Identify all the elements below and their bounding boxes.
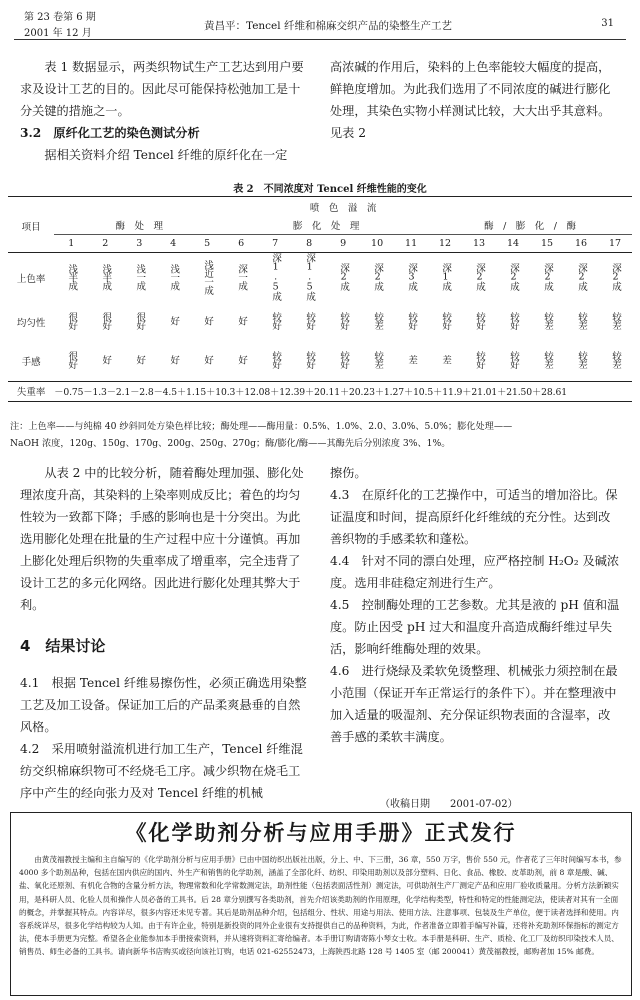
table-cell xyxy=(292,303,326,341)
table-cell xyxy=(428,341,462,381)
col-number: 13 xyxy=(462,235,496,253)
paragraph-4-4: 4.4 针对不同的漂白处理，应严格控制 H₂O₂ 及碱浓度。选用非硅稳定剂进行生产。 xyxy=(330,554,620,590)
table-cell xyxy=(258,253,292,304)
table-cell xyxy=(530,303,564,341)
article-running-title: 黄昌平：Tencel 纤维和棉麻交织产品的染整生产工艺 xyxy=(204,20,452,32)
paragraph: 高浓碱的作用后，染料的上色率能较大幅度的提高，鲜艳度增加。为此我们选用了不同浓度的碱进行膨化处理，其染色实物小样测试比较，大大出乎其意料。见表 2 xyxy=(330,60,611,140)
table-cell xyxy=(496,303,530,341)
paragraph-4-3: 4.3 在原纤化的工艺操作中，可适当的增加浴比。保证温度和时间，提高原纤化纤维绒的充分性。达到改善织物的手感柔软和蓬松。 xyxy=(330,488,618,546)
cell-text: 好 xyxy=(202,355,214,364)
paragraph-4-2: 4.2 采用喷射溢流机进行加工生产，Tencel 纤维混纺交织棉麻织物可不经烧毛工序。减少织物在烧毛工序中产生的经向张力及对 Tencel 纤维的机械 xyxy=(20,742,303,800)
col-number: 15 xyxy=(530,235,564,253)
table-cell xyxy=(258,341,292,381)
table-cell xyxy=(54,341,88,381)
paragraph: 据相关资料介绍 Tencel 纤维的原纤化在一定 xyxy=(44,148,288,162)
cell-text: 深1成 xyxy=(440,263,452,290)
table-cell xyxy=(428,303,462,341)
cell-text: 深3成 xyxy=(406,263,418,290)
cell-text: 较差 xyxy=(576,350,587,368)
cell-text: 好 xyxy=(202,316,214,325)
cell-text: 好 xyxy=(168,316,180,325)
right-column-mid xyxy=(330,462,620,748)
paragraph: 表 1 数据显示，两类织物试生产工艺达到用户要求及设计工艺的目的。因此尽可能保持松弛加工是十分关键的措施之一。 xyxy=(20,60,304,118)
cell-text: 很好 xyxy=(100,312,112,329)
col-number: 12 xyxy=(428,235,462,253)
table-cell xyxy=(598,303,632,341)
table-cell xyxy=(326,303,360,341)
table-cell xyxy=(462,341,496,381)
section-heading-3-2: 3.2 原纤化工艺的染色测试分析 xyxy=(20,126,200,140)
paragraph-4-6: 4.6 进行烧绿及柔软免烫整理、机械张力须控制在最小范围（保证开车正常运行的条件下）。并在整理液中加入适量的吸湿剂、充分保证织物表面的含湿率，改善手感的柔软丰满度。 xyxy=(330,664,618,744)
cell-text: 深2成 xyxy=(372,263,384,290)
cell-text: 较好 xyxy=(440,312,452,329)
col-number: 8 xyxy=(292,235,326,253)
cell-text: 浅半成 xyxy=(66,263,78,290)
table-cell xyxy=(156,253,190,304)
table-cell xyxy=(360,253,394,304)
col-number: 9 xyxy=(326,235,360,253)
paragraph-4-5: 4.5 控制酶处理的工艺参数。尤其是液的 pH 值和温度。防止因受 pH 过大和温度升高造成酶纤维过早失活，影响纤维酶处理的效果。 xyxy=(330,598,620,656)
cell-text: 很好 xyxy=(66,312,78,329)
cell-text: 深2成 xyxy=(576,263,587,290)
table-cell xyxy=(190,253,224,304)
table-cell xyxy=(428,253,462,304)
cell-text: 浅一成 xyxy=(168,263,180,290)
table-cell xyxy=(88,253,122,304)
left-column-bottom xyxy=(20,672,310,804)
cell-text: 差 xyxy=(440,355,452,364)
col-number: 16 xyxy=(564,235,598,253)
loss-label: 失重率 xyxy=(8,381,54,401)
table-cell xyxy=(54,303,88,341)
table-note xyxy=(10,418,630,452)
section-heading-4: 4 结果讨论 xyxy=(20,637,106,655)
table-cell xyxy=(530,253,564,304)
table-cell xyxy=(88,303,122,341)
col-number: 2 xyxy=(88,235,122,253)
note-line: 注：上色率——与纯棉 40 纱斜同处方染色样比较；酶处理——酶用量：0.5%、1.0%、2.0、3.0%、5.0%；膨化处理—— xyxy=(10,421,513,432)
cell-text: 较差 xyxy=(610,312,621,329)
ad-title: 《化学助剂分析与应用手册》正式发行 xyxy=(125,821,517,845)
cell-text: 浅近一成 xyxy=(202,259,214,294)
table-cell xyxy=(292,341,326,381)
table-cell xyxy=(462,303,496,341)
paragraph: 从表 2 中的比较分析，随着酶处理加强、膨化处理浓度升高，其染料的上染率则成反比；着色的均匀性较为一致都下降；手感的影响也是十分突出。为此选用膨化处理在批量的生产过程中应十分谨慎。再加上膨化处理后织物的失重率成了增重率，完全违背了设计工艺的多元化网络。因此进行膨化处理其弊大于利。 xyxy=(20,466,304,612)
data-table xyxy=(8,196,632,402)
note-line: NaOH 浓度，120g、150g、170g、200g、250g、270g；酶/膨化/酶——其酶先后分别浓度 3%、1%。 xyxy=(10,438,451,449)
cell-text: 较好 xyxy=(508,312,520,329)
num-row-blank xyxy=(8,235,54,253)
table-cell xyxy=(122,253,156,304)
cell-text: 较好 xyxy=(304,350,316,368)
table-cell xyxy=(292,253,326,304)
cell-text: 深2成 xyxy=(508,263,520,290)
advertisement-box xyxy=(10,812,632,996)
ad-body: 由黄茂福教授主编和主自编写的《化学助剂分析与应用手册》已由中国纺织出版社出版，分上、中、下三册，36 章，550 万字，售价 550 元，作者花了三年时间编写本书，参 4000 多个助剂品种，包括在国内供应的国内、外生产和销售的化学助剂，涵盖了全部化纤、纺织、印染用助剂以及部分塑料、日化、食品、橡胶、皮革助剂，前 8 章是酸、碱、盐、氧化还原剂、有机化合物的含量分析方法，物理常数和化学常数测定法，助剂性能（包括表面活性剂）测定法，可供助剂生产厂测定产品和应用厂验收质量用。分析方法新颖实用，是科研人员、化验人员和操作人员必备的工具书。后 28 章分别撰写各类助剂，首先介绍该类助剂的作用原理，化学结构类型，特性和特定的性能测定法，使读者对其有一全面的概念，并掌握其特点。内容详尽，很多内容还未见专著。其后是助剂品种介绍，包括组分、性状、用途与用法、使用方法、注意事项、包装及生产单位，便于读者选择和使用。内容系统详尽，很多化学结构较为人知。由于有许企业，特别是新投资的同外企业很有支持提供自己的品种资料，为此，作者准备立即着手编写补篇，还将补充助剂环保指标的测定方法，使本手册更为完整。希望各企业能参加本手册接索资料，并从速将资料汇寄给编者。本手册订购请寄陈小琴女士收。本手册是科研、生产、质检、化工厂及纺织印染技术人员、销售员、师生必备的工具书。请向新华书店购买或径向该社订购，电话 021-62552473，上海陕西北路 128 号 1405 室（邮 200041）黄茂福教授，邮购者加 15% 邮费。 xyxy=(19,855,622,957)
cell-text: 较差 xyxy=(542,350,554,368)
cell-text: 深1.5成 xyxy=(304,253,316,300)
loss-values: －0.75－1.3－2.1－2.8－4.5＋1.15＋10.3＋12.08＋12.39＋20.11＋20.23＋1.27＋10.5＋11.9＋21.01＋21.50＋28.61 xyxy=(54,381,632,401)
table-cell xyxy=(326,341,360,381)
col-number: 5 xyxy=(190,235,224,253)
table-cell xyxy=(224,253,258,304)
cell-text: 较差 xyxy=(610,350,621,368)
col-number: 7 xyxy=(258,235,292,253)
right-column-top xyxy=(330,56,620,144)
table-cell xyxy=(156,303,190,341)
group-header: 膨 化 处 理 xyxy=(224,217,428,235)
table-cell xyxy=(54,253,88,304)
col-number: 10 xyxy=(360,235,394,253)
cell-text: 深1.5成 xyxy=(270,253,282,300)
table-cell xyxy=(190,341,224,381)
col-number: 4 xyxy=(156,235,190,253)
cell-text: 较差 xyxy=(372,350,384,368)
table-cell xyxy=(564,303,598,341)
page-number: 31 xyxy=(601,18,614,29)
cell-text: 好 xyxy=(236,355,248,364)
cell-text: 较好 xyxy=(474,312,486,329)
col-number: 14 xyxy=(496,235,530,253)
table-cell xyxy=(360,303,394,341)
table-cell xyxy=(598,253,632,304)
cell-text: 浅半成 xyxy=(100,263,112,290)
table-cell xyxy=(360,341,394,381)
table-cell xyxy=(564,253,598,304)
table-cell xyxy=(224,341,258,381)
cell-text: 深2成 xyxy=(338,263,350,290)
cell-text: 较差 xyxy=(542,312,554,329)
cell-text: 浅一成 xyxy=(134,263,146,290)
cell-text: 较好 xyxy=(338,350,350,368)
row-label: 均匀性 xyxy=(16,318,46,329)
table-cell xyxy=(394,303,428,341)
cell-text: 较好 xyxy=(474,350,486,368)
table-cell xyxy=(190,303,224,341)
journal-date: 2001 年 12 月 xyxy=(24,28,92,39)
table-corner xyxy=(8,197,54,217)
table-cell xyxy=(496,253,530,304)
col-number: 11 xyxy=(394,235,428,253)
cell-text: 深2成 xyxy=(474,263,486,290)
cell-text: 很好 xyxy=(66,350,78,368)
paragraph-4-1: 4.1 根据 Tencel 纤维易擦伤性，必须正确选用染整工艺及加工设备。保证加工后的产品柔爽悬垂的自然风格。 xyxy=(20,676,307,734)
cell-text: 较差 xyxy=(576,312,587,329)
table-top-header: 喷 色 溢 流 xyxy=(54,197,632,217)
cell-text: 深2成 xyxy=(542,263,554,290)
cell-text: 较好 xyxy=(270,312,282,329)
table-cell xyxy=(122,303,156,341)
group-header: 酶 / 膨 化 / 酶 xyxy=(428,217,632,235)
cell-text: 好 xyxy=(236,316,248,325)
cell-text: 深一成 xyxy=(236,263,248,290)
table-cell xyxy=(462,253,496,304)
table-cell xyxy=(564,341,598,381)
running-header xyxy=(14,6,626,40)
header-rule xyxy=(14,39,626,40)
cell-text: 好 xyxy=(134,355,146,364)
cell-text: 较好 xyxy=(338,312,350,329)
cell-text: 较好 xyxy=(508,350,520,368)
received-date: （收稿日期 2001-07-02） xyxy=(380,799,518,810)
table-cell xyxy=(394,341,428,381)
col-number: 17 xyxy=(598,235,632,253)
table-cell xyxy=(258,303,292,341)
cell-text: 较好 xyxy=(304,312,316,329)
cell-text: 差 xyxy=(406,355,418,364)
cell-text: 较差 xyxy=(372,312,384,329)
row-label: 上色率 xyxy=(16,274,46,285)
group-header: 酶 处 理 xyxy=(54,217,224,235)
paragraph: 擦伤。 xyxy=(330,466,367,480)
col-number: 3 xyxy=(122,235,156,253)
left-column-top xyxy=(20,56,310,166)
col-number: 6 xyxy=(224,235,258,253)
row-label: 手感 xyxy=(8,341,54,381)
left-column-mid xyxy=(20,462,310,616)
cell-text: 较好 xyxy=(406,312,418,329)
table-cell xyxy=(224,303,258,341)
table-cell xyxy=(88,341,122,381)
cell-text: 好 xyxy=(168,355,180,364)
cell-text: 好 xyxy=(100,355,112,364)
table-cell xyxy=(122,341,156,381)
table-cell xyxy=(496,341,530,381)
col-number: 1 xyxy=(54,235,88,253)
table-cell xyxy=(326,253,360,304)
journal-volume: 第 23 卷第 6 期 xyxy=(24,12,96,23)
table-caption: 表 2 不同浓度对 Tencel 纤维性能的变化 xyxy=(233,184,427,195)
cell-text: 较好 xyxy=(270,350,282,368)
table-cell xyxy=(394,253,428,304)
cell-text: 深2成 xyxy=(610,263,621,290)
cell-text: 很好 xyxy=(134,312,146,329)
table-cell xyxy=(156,341,190,381)
item-label: 项目 xyxy=(21,221,41,233)
table-cell xyxy=(530,341,564,381)
table-cell xyxy=(598,341,632,381)
